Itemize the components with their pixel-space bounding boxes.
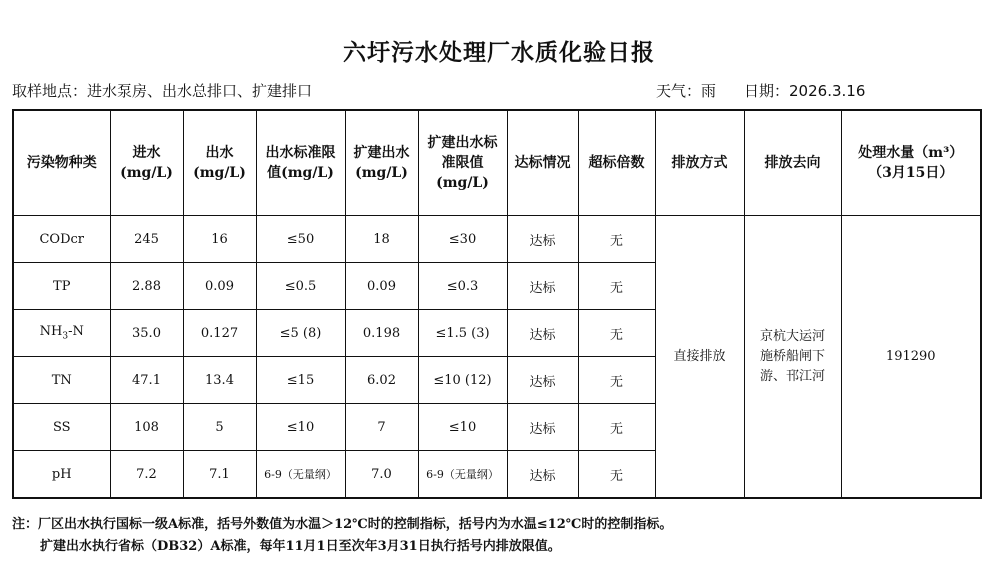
cell-ext-out: 0.198 xyxy=(345,310,418,357)
cell-pollutant: SS xyxy=(13,404,110,451)
cell-exceed: 无 xyxy=(578,216,655,263)
weather-date xyxy=(656,80,865,101)
cell-pollutant: $NH_3-N$ xyxy=(13,310,110,357)
cell-exceed: 无 xyxy=(578,263,655,310)
cell-discharge-mode: 直接排放 xyxy=(655,216,744,499)
header-outflow: 出水 (mg/L) xyxy=(183,110,256,216)
cell-ext-out: 6.02 xyxy=(345,357,418,404)
report-date: 日期：2026.3.16 xyxy=(744,82,866,100)
report-title: 六圩污水处理厂水质化验日报 xyxy=(343,39,655,66)
cell-outflow: 13.4 xyxy=(183,357,256,404)
cell-compliance: 达标 xyxy=(507,451,578,499)
cell-compliance: 达标 xyxy=(507,357,578,404)
header-discharge-mode: 排放方式 xyxy=(655,110,744,216)
cell-ext-out: 7.0 xyxy=(345,451,418,499)
cell-ext-out: 18 xyxy=(345,216,418,263)
water-quality-table xyxy=(12,109,982,499)
cell-ext-limit: ≤10 xyxy=(418,404,507,451)
cell-inflow: 245 xyxy=(110,216,183,263)
cell-compliance: 达标 xyxy=(507,404,578,451)
cell-compliance: 达标 xyxy=(507,216,578,263)
header-compliance: 达标情况 xyxy=(507,110,578,216)
cell-outflow: 16 xyxy=(183,216,256,263)
cell-inflow: 7.2 xyxy=(110,451,183,499)
cell-pollutant: CODcr xyxy=(13,216,110,263)
cell-volume: 191290 xyxy=(841,216,981,499)
header-volume: 处理水量（m³） （3月15日） xyxy=(841,110,981,216)
cell-ext-out: 7 xyxy=(345,404,418,451)
cell-ext-limit: ≤10 (12) xyxy=(418,357,507,404)
cell-inflow: 2.88 xyxy=(110,263,183,310)
cell-exceed: 无 xyxy=(578,404,655,451)
cell-exceed: 无 xyxy=(578,310,655,357)
cell-pollutant: TP xyxy=(13,263,110,310)
cell-out-limit: ≤10 xyxy=(256,404,345,451)
sampling-location: 取样地点：进水泵房、出水总排口、扩建排口 xyxy=(12,82,313,100)
header-ext-limit: 扩建出水标 准限值 (mg/L) xyxy=(418,110,507,216)
footnote-line-1: 注：厂区出水执行国标一级A标准，括号外数值为水温＞12℃时的控制指标，括号内为水温≤12℃时的控制指标。 xyxy=(12,517,673,532)
header-exceed: 超标倍数 xyxy=(578,110,655,216)
header-discharge-dest: 排放去向 xyxy=(744,110,841,216)
cell-out-limit: 6-9（无量纲） xyxy=(256,451,345,499)
cell-out-limit: ≤5 (8) xyxy=(256,310,345,357)
cell-discharge-dest: 京杭大运河 施桥船闸下 游、邗江河 xyxy=(744,216,841,499)
cell-compliance: 达标 xyxy=(507,263,578,310)
footnote xyxy=(12,514,672,558)
cell-outflow: 0.09 xyxy=(183,263,256,310)
cell-exceed: 无 xyxy=(578,451,655,499)
cell-compliance: 达标 xyxy=(507,310,578,357)
header-pollutant: 污染物种类 xyxy=(13,110,110,216)
cell-ext-limit: ≤1.5 (3) xyxy=(418,310,507,357)
cell-outflow: 7.1 xyxy=(183,451,256,499)
cell-ext-out: 0.09 xyxy=(345,263,418,310)
footnote-line-2: 扩建出水执行省标（DB32）A标准，每年11月1日至次年3月31日执行括号内排放限值。 xyxy=(40,539,561,554)
cell-outflow: 5 xyxy=(183,404,256,451)
cell-ext-limit: ≤0.3 xyxy=(418,263,507,310)
cell-ext-limit: ≤30 xyxy=(418,216,507,263)
header-ext-out: 扩建出水 (mg/L) xyxy=(345,110,418,216)
table-row xyxy=(13,216,981,263)
cell-inflow: 47.1 xyxy=(110,357,183,404)
cell-ext-limit: 6-9（无量纲） xyxy=(418,451,507,499)
header-out-limit: 出水标准限 值(mg/L) xyxy=(256,110,345,216)
cell-out-limit: ≤0.5 xyxy=(256,263,345,310)
cell-out-limit: ≤15 xyxy=(256,357,345,404)
table-header-row xyxy=(13,110,981,216)
cell-inflow: 108 xyxy=(110,404,183,451)
weather: 天气：雨 xyxy=(656,82,717,100)
header-inflow: 进水 (mg/L) xyxy=(110,110,183,216)
cell-out-limit: ≤50 xyxy=(256,216,345,263)
cell-pollutant: TN xyxy=(13,357,110,404)
cell-outflow: 0.127 xyxy=(183,310,256,357)
cell-inflow: 35.0 xyxy=(110,310,183,357)
cell-pollutant: pH xyxy=(13,451,110,499)
cell-exceed: 无 xyxy=(578,357,655,404)
